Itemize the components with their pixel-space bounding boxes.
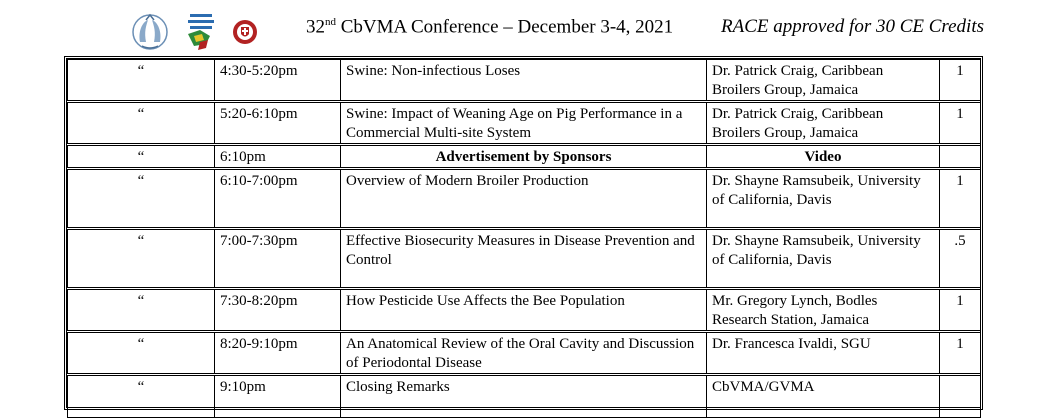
table-row — [68, 169, 981, 229]
session-title-cell: Overview of Modern Broiler Production — [341, 169, 707, 229]
schedule-table — [67, 59, 981, 418]
seahorse-emblem-icon — [128, 12, 172, 52]
speaker-cell: Dr. Shayne Ramsubeik, University of California, Davis — [707, 229, 940, 289]
title-ordinal-suffix: nd — [325, 16, 336, 28]
table-row — [68, 102, 981, 145]
day-ditto-cell: “ — [68, 169, 215, 229]
time-cell: 6:10pm — [215, 145, 341, 169]
schedule-body — [68, 60, 981, 418]
table-row — [68, 375, 981, 418]
sponsor-row — [68, 145, 981, 169]
title-ordinal: 32 — [306, 16, 325, 38]
table-row — [68, 229, 981, 289]
day-ditto-cell: “ — [68, 229, 215, 289]
time-cell: 9:10pm — [215, 375, 341, 418]
session-title-cell: Effective Biosecurity Measures in Disease Prevention and Control — [341, 229, 707, 289]
caribbean-map-logo-icon — [184, 12, 218, 52]
session-title-cell: How Pesticide Use Affects the Bee Population — [341, 289, 707, 332]
table-row — [68, 332, 981, 375]
table-row — [68, 60, 981, 102]
schedule-table-frame — [64, 56, 983, 410]
speaker-cell: Video — [707, 145, 940, 169]
ce-credits-cell: 1 — [940, 60, 981, 102]
ce-credits-cell: 1 — [940, 332, 981, 375]
session-title-cell: Advertisement by Sponsors — [341, 145, 707, 169]
session-title-cell: Swine: Impact of Weaning Age on Pig Performance in a Commercial Multi-site System — [341, 102, 707, 145]
time-cell: 4:30-5:20pm — [215, 60, 341, 102]
day-ditto-cell: “ — [68, 102, 215, 145]
ce-credits-cell: 1 — [940, 169, 981, 229]
conference-title — [306, 16, 673, 38]
race-approval-note: RACE approved for 30 CE Credits — [721, 16, 984, 37]
ce-credits-cell: 1 — [940, 102, 981, 145]
ce-credits-cell: 1 — [940, 289, 981, 332]
session-title-cell: Closing Remarks — [341, 375, 707, 418]
logo-group — [128, 12, 260, 52]
speaker-cell: Mr. Gregory Lynch, Bodles Research Station, Jamaica — [707, 289, 940, 332]
session-title-cell: Swine: Non-infectious Loses — [341, 60, 707, 102]
page-header — [0, 0, 1054, 56]
day-ditto-cell: “ — [68, 60, 215, 102]
ce-credits-cell: .5 — [940, 229, 981, 289]
table-row — [68, 289, 981, 332]
ce-credits-cell — [940, 145, 981, 169]
time-cell: 5:20-6:10pm — [215, 102, 341, 145]
speaker-cell: Dr. Shayne Ramsubeik, University of California, Davis — [707, 169, 940, 229]
day-ditto-cell: “ — [68, 145, 215, 169]
time-cell: 7:30-8:20pm — [215, 289, 341, 332]
speaker-cell: Dr. Patrick Craig, Caribbean Broilers Group, Jamaica — [707, 102, 940, 145]
university-crest-icon — [230, 12, 260, 52]
title-rest: CbVMA Conference – December 3-4, 2021 — [336, 16, 674, 38]
day-ditto-cell: “ — [68, 289, 215, 332]
session-title-cell: An Anatomical Review of the Oral Cavity and Discussion of Periodontal Disease — [341, 332, 707, 375]
speaker-cell: Dr. Patrick Craig, Caribbean Broilers Group, Jamaica — [707, 60, 940, 102]
time-cell: 8:20-9:10pm — [215, 332, 341, 375]
time-cell: 7:00-7:30pm — [215, 229, 341, 289]
day-ditto-cell: “ — [68, 332, 215, 375]
time-cell: 6:10-7:00pm — [215, 169, 341, 229]
ce-credits-cell — [940, 375, 981, 418]
speaker-cell: CbVMA/GVMA — [707, 375, 940, 418]
speaker-cell: Dr. Francesca Ivaldi, SGU — [707, 332, 940, 375]
day-ditto-cell: “ — [68, 375, 215, 418]
